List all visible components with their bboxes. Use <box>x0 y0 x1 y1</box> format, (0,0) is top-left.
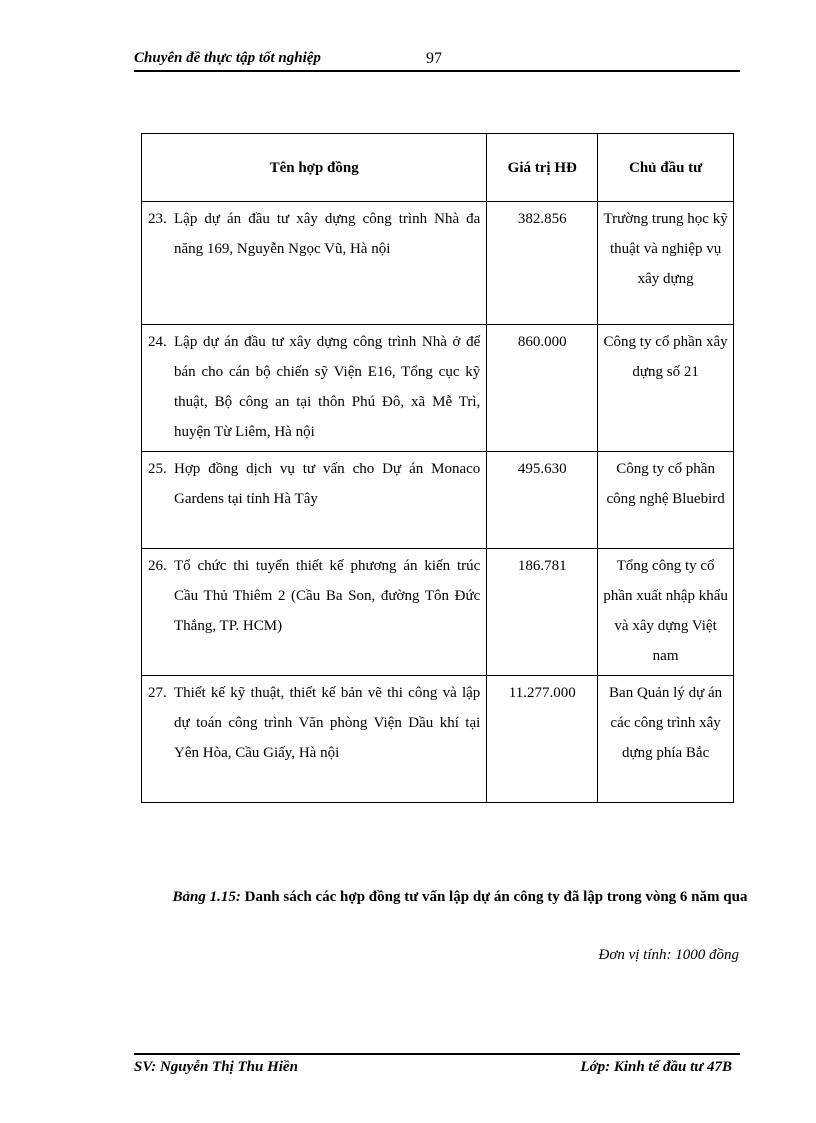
table-row <box>142 452 734 549</box>
contract-name: Hợp đồng dịch vụ tư vấn cho Dự án Monaco Gardens tại tỉnh Hà Tây <box>174 461 481 507</box>
contract-name: Thiết kế kỹ thuật, thiết kế bản vẽ thi công và lập dự toán công trình Văn phòng Viện Dầu khí tại Yên Hòa, Cầu Giấy, Hà nội <box>174 685 481 761</box>
caption-text: Danh sách các hợp đồng tư vấn lập dự án công ty đã lập trong vòng 6 năm qua <box>240 889 748 905</box>
contract-name: Lập dự án đầu tư xây dựng công trình Nhà đa năng 169, Nguyễn Ngọc Vũ, Hà nội <box>174 211 481 257</box>
contract-value: 860.000 <box>487 325 598 452</box>
contract-value: 495.630 <box>487 452 598 549</box>
contract-value: 186.781 <box>487 549 598 676</box>
page-header <box>134 48 740 72</box>
table-caption <box>160 882 760 912</box>
row-number: 26. <box>148 558 167 574</box>
contract-owner: Tổng công ty cổ phần xuất nhập khẩu và xây dựng Việt nam <box>598 549 734 676</box>
page-number: 97 <box>426 50 442 67</box>
footer-class: Lớp: Kinh tế đầu tư 47B <box>580 1059 732 1075</box>
page-footer <box>134 1053 740 1081</box>
contract-name: Tổ chức thi tuyển thiết kế phương án kiến trúc Cầu Thủ Thiêm 2 (Cầu Ba Son, đường Tôn Đức Thắng, TP. HCM) <box>174 558 481 634</box>
caption-label: Bảng 1.15: <box>172 889 241 905</box>
table-row <box>142 202 734 325</box>
contract-value: 382.856 <box>487 202 598 325</box>
contract-name-cell <box>142 325 487 452</box>
contract-name-cell <box>142 452 487 549</box>
contracts-table <box>141 133 734 803</box>
contract-name-cell <box>142 676 487 803</box>
contract-name: Lập dự án đầu tư xây dựng công trình Nhà ở để bán cho cán bộ chiến sỹ Viện E16, Tổng cục kỹ thuật, Bộ công an tại thôn Phú Đô, xã Mễ Trì, huyện Từ Liêm, Hà nội <box>174 334 481 440</box>
unit-note: Đơn vị tính: 1000 đồng <box>598 947 739 963</box>
table-row <box>142 549 734 676</box>
row-number: 27. <box>148 685 167 701</box>
contract-owner: Công ty cổ phần xây dựng số 21 <box>598 325 734 452</box>
row-number: 24. <box>148 334 167 350</box>
column-header-owner: Chủ đầu tư <box>598 134 734 202</box>
column-header-value: Giá trị HĐ <box>487 134 598 202</box>
contract-name-cell <box>142 549 487 676</box>
header-title: Chuyên đề thực tập tốt nghiệp <box>134 50 321 66</box>
row-number: 23. <box>148 211 167 227</box>
contract-owner: Công ty cổ phần công nghệ Bluebird <box>598 452 734 549</box>
table-row <box>142 676 734 803</box>
contract-owner: Trường trung học kỹ thuật và nghiệp vụ xây dựng <box>598 202 734 325</box>
footer-student: SV: Nguyễn Thị Thu Hiền <box>134 1059 298 1075</box>
row-number: 25. <box>148 461 167 477</box>
contract-value: 11.277.000 <box>487 676 598 803</box>
contract-owner: Ban Quản lý dự án các công trình xây dựng phía Bắc <box>598 676 734 803</box>
contract-name-cell <box>142 202 487 325</box>
table-header-row <box>142 134 734 202</box>
table-row <box>142 325 734 452</box>
column-header-name: Tên hợp đồng <box>142 134 487 202</box>
